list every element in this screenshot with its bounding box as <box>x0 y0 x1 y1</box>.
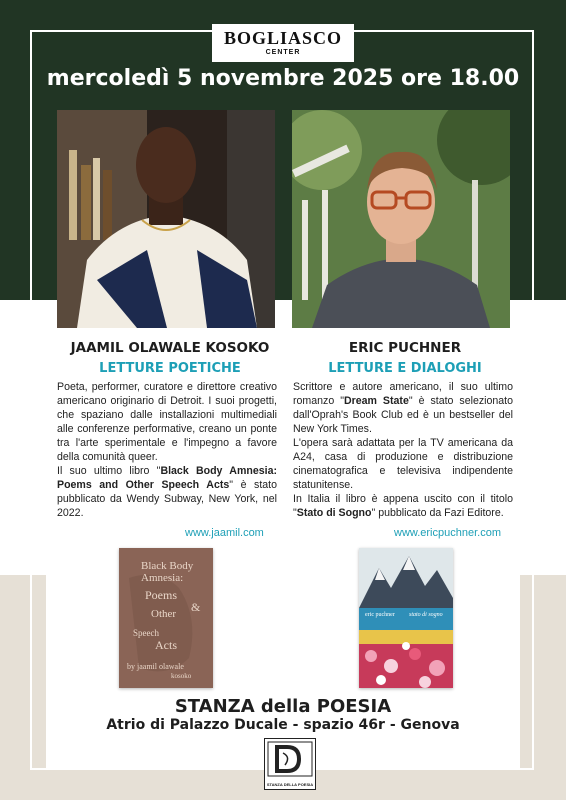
venue-address: Atrio di Palazzo Ducale - spazio 46r - Genova <box>106 717 460 733</box>
logo-sub-text: CENTER <box>265 49 301 56</box>
website-link-right[interactable]: www.ericpuchner.com <box>394 527 501 539</box>
book-right-title: stato di sogno <box>409 612 443 618</box>
bio-right <box>293 380 513 520</box>
venue-logo-text: STANZA DELLA POESIA <box>266 782 314 787</box>
book-cover-left <box>119 548 213 688</box>
event-date: mercoledì 5 novembre 2025 ore 18.00 <box>46 66 520 91</box>
book-left-line-3: Poems <box>145 588 178 602</box>
book-title-right: Dream State <box>343 395 409 407</box>
bio-right-p1-post: " è stato selezionato dall'Oprah's Book Club ed è un bestseller del New York Times. <box>293 395 514 435</box>
book-left-line-4: Other <box>151 608 177 620</box>
italian-title-right: Stato di Sogno <box>296 507 372 519</box>
book-left-line-6: Acts <box>155 638 177 652</box>
session-subtitle-left: LETTURE POETICHE <box>99 361 241 376</box>
book-left-line-7: by jaamil olawale <box>127 662 184 671</box>
session-subtitle-right: LETTURE E DIALOGHI <box>328 361 482 376</box>
bio-right-p3-pre: In Italia il libro è appena uscito con il titolo " <box>293 493 513 519</box>
author-name-left: JAAMIL OLAWALE KOSOKO <box>70 340 270 356</box>
author-name-right: ERIC PUCHNER <box>348 340 462 356</box>
bio-right-paragraph-1 <box>293 380 513 436</box>
logo-main-text: BOGLIASCO <box>223 28 343 48</box>
photo-jaamil-kosoko <box>57 110 275 328</box>
website-link-left[interactable]: www.jaamil.com <box>185 527 264 539</box>
book-right-author: eric puchner <box>365 612 395 618</box>
bio-left <box>57 380 277 520</box>
photo-eric-puchner <box>292 110 510 328</box>
bio-right-p3-post: " pubblicato da Fazi Editore. <box>371 507 504 519</box>
bio-left-p2-pre: Il suo ultimo libro " <box>57 465 161 477</box>
bogliasco-logo <box>212 24 354 62</box>
bio-left-paragraph-1: Poeta, performer, curatore e direttore creativo americano originario di Detroit. I suoi progetti, che spaziano dalle installazioni multimediali alle conferenze performative, creano un ponte tra l'arte sperimentale e l'impegno a favore della comunità queer. <box>57 381 277 463</box>
bio-left-p2-post: " è stato pubblicato da Wendy Subway, New York, nel 2022. <box>57 479 277 519</box>
venue-title: STANZA della POESIA <box>174 696 392 717</box>
book-cover-right <box>359 548 453 688</box>
bio-right-paragraph-3 <box>293 492 513 520</box>
bio-right-paragraph-2: L'opera sarà adattata per la TV americana da A24, casa di produzione e distribuzione cinematografica e televisiva indipendente statunitense. <box>293 437 513 491</box>
book-left-line-1: Black Body <box>141 560 194 572</box>
book-left-line-8: kosoko <box>171 672 192 680</box>
bio-right-p1-pre: Scrittore e autore americano, il suo ultimo romanzo " <box>293 381 513 407</box>
book-left-ampersand: & <box>191 600 201 614</box>
book-title-left: Black Body Amnesia: Poems and Other Speech Acts <box>57 465 277 491</box>
bio-left-paragraph-2 <box>57 464 277 520</box>
book-left-line-5: Speech <box>133 628 159 638</box>
stanza-della-poesia-logo <box>264 738 316 790</box>
book-left-line-2: Amnesia: <box>141 572 184 584</box>
